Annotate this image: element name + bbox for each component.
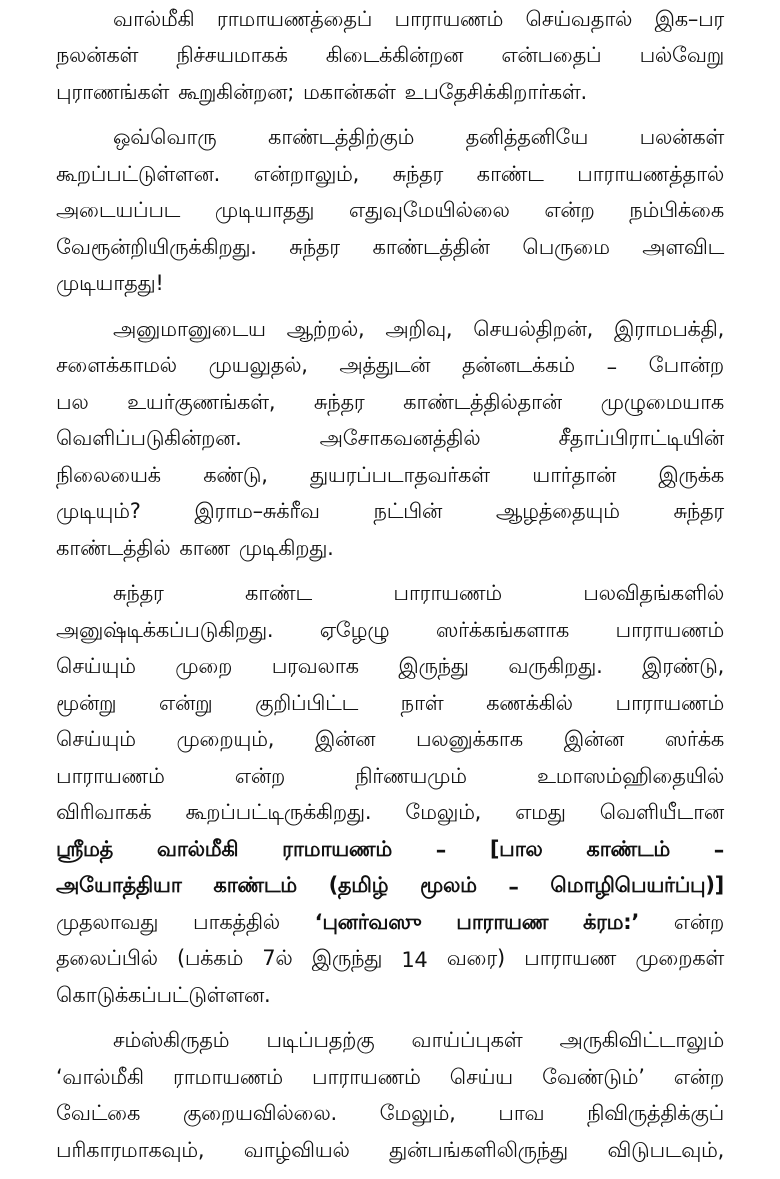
word: அத்துடன்	[339, 353, 431, 378]
word: காண்ட	[244, 581, 312, 606]
word: 14	[401, 947, 428, 972]
word: எமது	[515, 800, 566, 825]
word: (பக்கம்	[176, 946, 244, 971]
word: முடியும்?	[56, 499, 141, 524]
word: நிலையைக்	[56, 462, 161, 487]
word: பாராயணம்	[56, 763, 165, 788]
text-line	[56, 39, 724, 76]
word: காண்டத்திற்கும்	[267, 125, 415, 150]
word: சம்ஸ்கிருதம்	[113, 1028, 230, 1053]
word: முறைகள்	[635, 946, 724, 971]
text-line	[56, 531, 724, 568]
word: செயல்திறன்,	[473, 316, 594, 341]
word: முடியாதது	[214, 198, 315, 223]
word: இன்ன	[314, 727, 376, 752]
word: ராமாயணத்தைப்	[216, 6, 373, 31]
word: அடையப்பட	[56, 198, 181, 223]
word: அறிவு,	[385, 316, 453, 341]
bold-word: ‘புனர்வஸு	[314, 909, 422, 934]
word: செய்ய	[449, 1064, 513, 1089]
word: முழுமையாக	[600, 389, 724, 414]
word: படிப்பதற்கு	[266, 1028, 375, 1053]
bold-word: அயோத்தியா	[56, 873, 182, 898]
word: வேண்டும்’	[542, 1064, 645, 1089]
word: குறையவில்லை.	[182, 1101, 337, 1126]
text-line	[56, 1060, 724, 1097]
word: வரை)	[446, 946, 505, 971]
word: பாராயண	[524, 946, 617, 971]
paragraph	[56, 312, 724, 568]
word: இருந்து	[398, 654, 469, 679]
word: பலனுக்காக	[415, 727, 523, 752]
word: உமாஸம்ஹிதையில்	[536, 763, 724, 788]
word: சுந்தர	[313, 389, 365, 414]
text-line	[56, 723, 724, 760]
word: பலவிதங்களில்	[583, 581, 724, 606]
word: சுந்தர	[392, 161, 444, 186]
text-line	[56, 613, 724, 650]
word: உயர்குணங்கள்,	[127, 389, 276, 414]
word: விடுபடவும்,	[607, 1137, 724, 1162]
word: இராமபக்தி,	[613, 316, 724, 341]
word: தனித்தனியே	[465, 125, 589, 150]
word: போன்ற	[648, 353, 724, 378]
word: இருக்க	[658, 462, 724, 487]
text-line	[56, 978, 724, 1015]
paragraph	[56, 121, 724, 304]
word: இருந்து	[311, 946, 383, 971]
text-line	[56, 495, 724, 532]
text-line	[56, 385, 724, 422]
paragraph	[56, 2, 724, 112]
word: முடிகிறது.	[238, 535, 334, 560]
text-line	[56, 194, 724, 231]
word: முயலுதல்,	[208, 353, 308, 378]
text-line	[56, 905, 724, 942]
word: காண்டத்தில்தான்	[403, 389, 562, 414]
word: வாய்ப்புகள்	[411, 1028, 523, 1053]
word: மேலும்,	[379, 1101, 456, 1126]
word: நாள்	[400, 690, 444, 715]
word: விரிவாகக்	[56, 800, 152, 825]
word: இக–பர	[654, 6, 724, 31]
word: முதலாவது	[56, 909, 159, 934]
word: காண்டத்தில்	[56, 535, 171, 560]
word: பாராயணம்	[615, 617, 724, 642]
word: பாராயணம்	[394, 6, 504, 31]
word: அருகிவிட்டாலும்	[559, 1028, 724, 1053]
word: ‘வால்மீகி	[56, 1064, 144, 1089]
word: பாராயணம்	[615, 690, 724, 715]
word: துயரப்படாதவர்கள்	[310, 462, 490, 487]
word: காண	[179, 535, 230, 560]
word: வருகிறது.	[508, 654, 603, 679]
word: நிர்ணயமும்	[355, 763, 467, 788]
word: புராணங்கள்	[56, 79, 170, 104]
text-line	[56, 75, 724, 112]
bold-word: –	[508, 874, 519, 899]
text-line	[56, 1133, 724, 1170]
bold-word: மூலம்	[420, 873, 477, 898]
text-line	[56, 422, 724, 459]
bold-word: வால்மீகி	[156, 836, 239, 861]
word: அனுமானுடைய	[113, 316, 266, 341]
text-line	[56, 267, 724, 304]
word: அசோகவனத்தில்	[319, 426, 481, 451]
text-line	[56, 759, 724, 796]
word: பல்வேறு	[639, 43, 724, 68]
text-line	[56, 121, 724, 158]
bold-word: –	[435, 838, 446, 863]
word: 7ல்	[262, 946, 293, 971]
word: ஏழேழு	[319, 617, 390, 642]
word: உபதேசிக்கிறார்கள்.	[404, 79, 587, 104]
word: பாராயணம்	[393, 581, 502, 606]
word: வெளியீடான	[599, 800, 724, 825]
word: சுந்தர	[113, 581, 164, 606]
word: எதுவுமேயில்லை	[348, 198, 510, 223]
bold-word: [பால	[489, 836, 543, 861]
word: கூறுகின்றன;	[178, 79, 294, 104]
text-line	[56, 312, 724, 349]
word: நலன்கள்	[56, 43, 139, 68]
word: என்ற	[544, 198, 595, 223]
paragraph	[56, 1024, 724, 1170]
word: பலன்கள்	[639, 125, 724, 150]
word: சளைக்காமல்	[56, 353, 177, 378]
word: மகான்கள்	[302, 79, 396, 104]
word: காண்ட	[476, 161, 544, 186]
bold-word: ராமாயணம்	[282, 836, 392, 861]
text-line	[56, 577, 724, 614]
word: பரவலாக	[271, 654, 359, 679]
word: சுந்தர	[289, 234, 340, 259]
word: என்றாலும்,	[253, 161, 360, 186]
word: கண்டு,	[203, 462, 268, 487]
word: என்ற	[673, 1064, 724, 1089]
word: நிவிருத்திக்குப்	[587, 1101, 724, 1126]
text-line	[56, 230, 724, 267]
text-line	[56, 650, 724, 687]
word: கொடுக்கப்பட்டுள்ளன.	[56, 982, 271, 1007]
word: செய்யும்	[56, 727, 136, 752]
word: இன்ன	[563, 727, 624, 752]
word: இராம–சுக்ரீவ	[194, 499, 320, 524]
word: அளவிட	[642, 234, 724, 259]
text-line	[56, 2, 724, 39]
word: செய்வதால்	[525, 6, 633, 31]
word: பாவ	[498, 1101, 545, 1126]
word: முறையும்,	[176, 727, 275, 752]
text-line	[56, 796, 724, 833]
word: என்ற	[673, 909, 724, 934]
bold-word: பாராயண	[456, 909, 549, 934]
word: இரண்டு,	[642, 654, 724, 679]
word: யார்தான்	[532, 462, 617, 487]
word: பாகத்தில்	[193, 909, 280, 934]
text-line	[56, 349, 724, 386]
text-line	[56, 1024, 724, 1061]
text-line	[56, 1097, 724, 1134]
word: தன்னடக்கம்	[462, 353, 575, 378]
bold-word: க்ரம:’	[582, 909, 639, 934]
word: நட்பின்	[373, 499, 443, 524]
word: நம்பிக்கை	[629, 198, 724, 223]
word: பெருமை	[522, 234, 610, 259]
word: வேட்கை	[56, 1101, 141, 1126]
word: ஒவ்வொரு	[113, 125, 217, 150]
text-line	[56, 157, 724, 194]
word: ஆழத்தையும்	[495, 499, 620, 524]
word: ஆற்றல்,	[286, 316, 365, 341]
word: என்று	[158, 690, 213, 715]
word: பாராயணத்தால்	[577, 161, 724, 186]
text-line	[56, 686, 724, 723]
word: சீதாப்பிராட்டியின்	[558, 426, 724, 451]
bold-word: ஸ்ரீமத்	[56, 836, 113, 861]
word: என்ற	[234, 763, 285, 788]
word: வாழ்வியல்	[243, 1137, 350, 1162]
word: முறை	[175, 654, 233, 679]
word: காண்டத்தின்	[372, 234, 490, 259]
word: கணக்கில்	[486, 690, 573, 715]
word: –	[606, 354, 617, 379]
word: வெளிப்படுகின்றன.	[56, 426, 242, 451]
text-line	[56, 942, 724, 979]
word: ராமாயணம்	[173, 1064, 283, 1089]
text-line	[56, 869, 724, 906]
word: நிச்சயமாகக்	[176, 43, 288, 68]
word: அனுஷ்டிக்கப்படுகிறது.	[56, 617, 274, 642]
text-line	[56, 458, 724, 495]
paragraph	[56, 577, 724, 1015]
word: கிடைக்கின்றன	[325, 43, 464, 68]
word: செய்யும்	[56, 654, 136, 679]
bold-word: காண்டம்	[586, 836, 670, 861]
word: கூறப்பட்டுள்ளன.	[56, 161, 221, 186]
word: துன்பங்களிலிருந்து	[389, 1137, 568, 1162]
word: பரிகாரமாகவும்,	[56, 1137, 205, 1162]
document-page	[56, 2, 724, 1179]
word: வேரூன்றியிருக்கிறது.	[56, 234, 257, 259]
bold-word: மொழிபெயர்ப்பு)]	[550, 873, 724, 898]
word: குறிப்பிட்ட	[254, 690, 358, 715]
word: சுந்தர	[673, 499, 724, 524]
word: பல	[56, 389, 89, 414]
word: மேலும்,	[405, 800, 482, 825]
bold-word: (தமிழ்	[328, 873, 389, 898]
word: ஸர்க்கங்களாக	[435, 617, 570, 642]
bold-word: காண்டம்	[213, 873, 297, 898]
bold-word: –	[713, 838, 724, 863]
word: வால்மீகி	[113, 6, 195, 31]
word: பாராயணம்	[312, 1064, 421, 1089]
word: என்பதைப்	[501, 43, 602, 68]
word: மூன்று	[56, 690, 117, 715]
word: கூறப்பட்டிருக்கிறது.	[185, 800, 372, 825]
text-line	[56, 832, 724, 869]
word: தலைப்பில்	[56, 946, 158, 971]
word: முடியாதது!	[56, 271, 164, 296]
word: ஸர்க்க	[664, 727, 724, 752]
